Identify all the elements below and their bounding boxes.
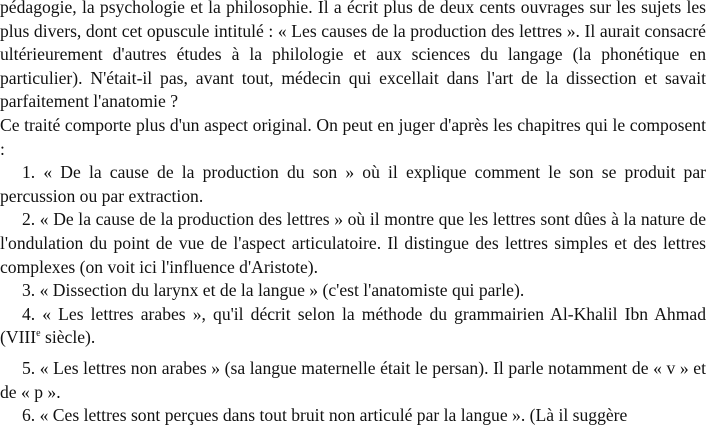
century-superscript: e xyxy=(36,328,41,340)
chapter-item-4-text: 4. « Les lettres arabes », qu'il décrit selon la méthode du grammairien Al-Khalil Ibn Ahmad (VIII xyxy=(0,303,706,348)
chapter-item-6: 6. « Ces lettres sont perçues dans tout bruit non articulé par la langue ». (Là il suggère xyxy=(22,405,628,426)
chapter-item-5: 5. « Les lettres non arabes » (sa langue maternelle était le persan). Il parle notamment de « v » et de « p ». xyxy=(0,357,706,402)
chapter-item-4 xyxy=(0,303,706,350)
paragraph-chapters-intro: Ce traité comporte plus d'un aspect original. On peut en juger d'après les chapitres qui le composent : xyxy=(0,114,706,159)
chapter-item-3: 3. « Dissection du larynx et de la langue » (c'est l'anatomiste qui parle). xyxy=(22,280,525,301)
chapter-item-1: 1. « De la cause de la production du son » où il explique comment le son se produit par percussion ou par extraction. xyxy=(0,162,706,206)
paragraph-intro: pédagogie, la psychologie et la philosophie. Il a écrit plus de deux cents ouvrages sur les sujets les plus divers, dont cet opuscule intitulé : « Les causes de la production des lettres ». Il aurait consacré ultérieurement d'autres études à la philologie et aux sciences du langage (la phonétique en particulier). N'était-il pas, avant tout, médecin qui excellait dans l'art de la dissection et savait parfaitement l'anatomie ? xyxy=(0,0,706,112)
chapter-item-4-tail: siècle). xyxy=(40,327,96,348)
chapter-item-2: 2. « De la cause de la production des lettres » où il montre que les lettres sont dûes à la nature de l'ondulation du point de vue de l'aspect articulatoire. Il distingue des lettres simples et des lettres complexes (on voit ici l'influence d'Aristote). xyxy=(0,209,706,277)
